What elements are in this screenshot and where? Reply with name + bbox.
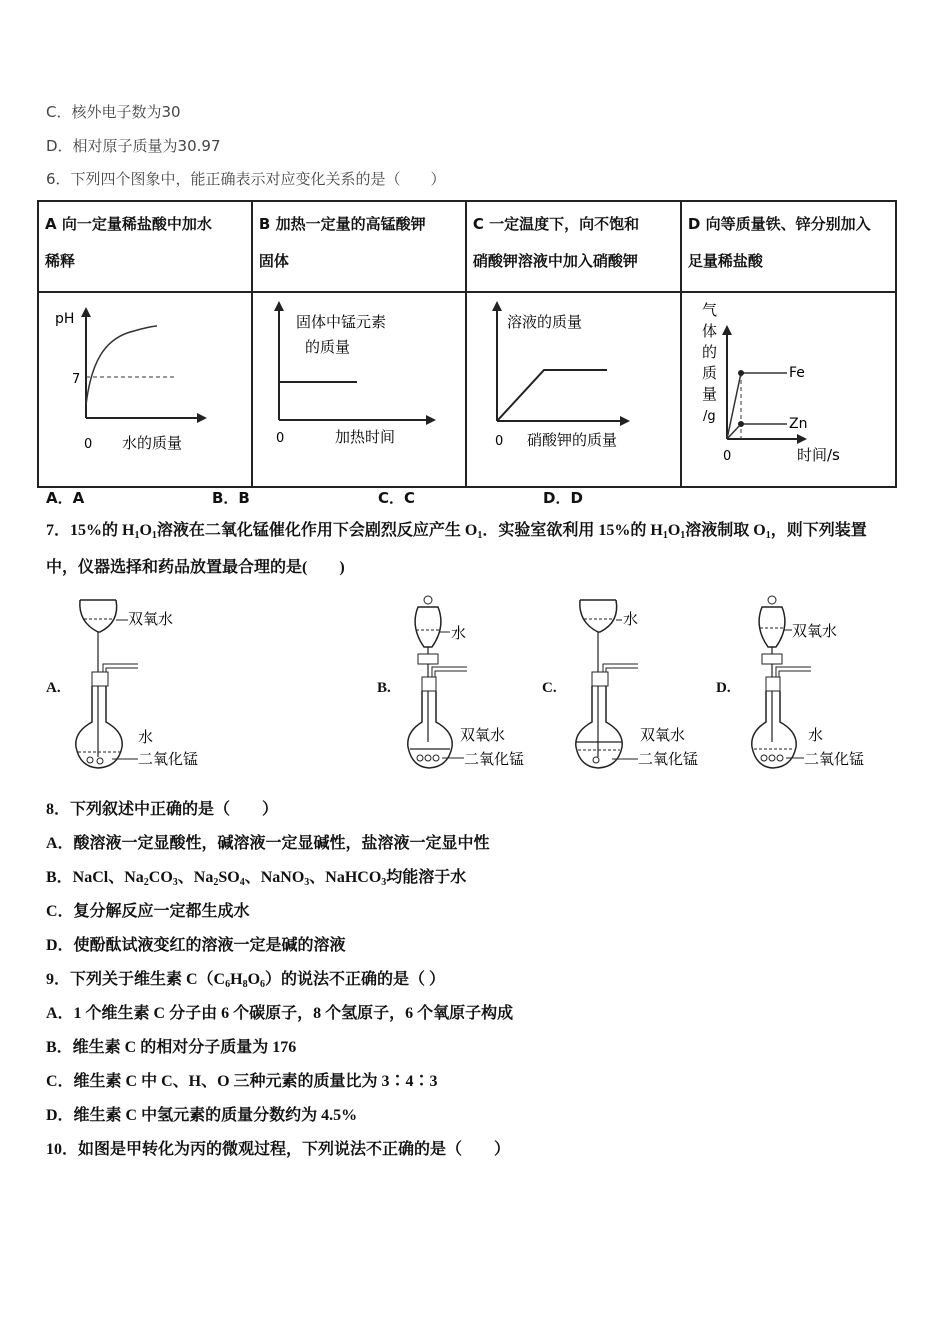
sub: 2 <box>143 877 149 888</box>
zn-label: Zn <box>788 416 808 432</box>
q9-option-a: A．1 个维生素 C 分子由 6 个碳原子，8 个氢原子，6 个氧原子构成 <box>46 1005 514 1022</box>
y-tick-7: 7 <box>72 372 81 387</box>
text: O <box>667 522 681 539</box>
text: O <box>247 971 261 988</box>
sub: 6 <box>260 979 266 990</box>
x-arrow <box>797 434 807 444</box>
q8-option-d: D．使酚酞试液变红的溶液一定是碱的溶液 <box>46 937 346 954</box>
text: 、NaHCO <box>309 869 382 886</box>
q5-option-c: C．核外电子数为30 <box>46 103 181 121</box>
top-liquid-label: 水 <box>623 610 639 628</box>
ph-curve <box>86 326 157 405</box>
sub: 4 <box>239 877 245 888</box>
origin-label: 0 <box>84 437 93 452</box>
origin-label: 0 <box>722 449 732 464</box>
q6-option-c: C．C <box>378 489 416 507</box>
q6-option-d: D．D <box>543 489 583 507</box>
graph-c-svg <box>467 293 681 486</box>
text: H <box>230 971 243 988</box>
apparatus-a <box>70 592 220 777</box>
y-label-char: 的 <box>701 343 717 361</box>
top-liquid-label: 双氧水 <box>792 622 838 640</box>
y-arrow <box>274 301 284 311</box>
y-label: pH <box>55 311 75 327</box>
apparatus-d <box>746 592 896 777</box>
flask-liquid-label: 双氧水 <box>460 726 506 744</box>
sub: 8 <box>242 979 248 990</box>
solid-label: 二氧化锰 <box>464 750 525 768</box>
graph-a-svg <box>39 293 253 486</box>
graph-b-svg <box>253 293 467 486</box>
q8-option-b <box>46 868 466 888</box>
solid-label: 二氧化锰 <box>138 750 199 768</box>
header-line: 稀释 <box>45 252 76 270</box>
x-arrow <box>197 413 207 423</box>
fe-point <box>738 370 744 376</box>
q6-header-c <box>466 201 681 292</box>
text: 7．15%的 H <box>46 522 135 539</box>
y-arrow <box>492 301 502 311</box>
sub: 1 <box>477 530 483 541</box>
apparatus-c-label: C. <box>542 680 557 696</box>
sub: 3 <box>172 877 178 888</box>
header-line: 足量稀盐酸 <box>687 252 763 270</box>
y-label-char: /g <box>702 409 716 424</box>
x-label: 硝酸钾的质量 <box>526 431 617 449</box>
q8-option-c: C．复分解反应一定都生成水 <box>46 903 250 920</box>
text: SO <box>218 869 240 886</box>
flask-icon <box>76 686 122 768</box>
sub: 1 <box>662 530 668 541</box>
x-arrow <box>426 415 436 425</box>
text: ，则下列装置 <box>770 522 867 539</box>
header-line: B 加热一定量的高锰酸钾 <box>258 215 426 233</box>
solution-mass-line <box>497 370 607 421</box>
q6-graph-c <box>466 292 681 487</box>
sub: 1 <box>151 530 157 541</box>
text: 溶液在二氧化锰催化作用下会剧烈反应产生 O <box>156 522 478 539</box>
q8-option-a: A．酸溶液一定显酸性，碱溶液一定显碱性，盐溶液一定显中性 <box>46 835 490 852</box>
sub: 1 <box>134 530 140 541</box>
q6-option-a: A．A <box>46 489 85 507</box>
q6-graph-d <box>681 292 896 487</box>
x-label: 水的质量 <box>122 434 183 452</box>
q9-stem <box>46 970 445 990</box>
y-label: 溶液的质量 <box>506 313 582 331</box>
solid-label: 二氧化锰 <box>804 750 865 768</box>
text: 均能溶于水 <box>386 869 467 886</box>
text: B．NaCl、Na <box>46 869 144 886</box>
separatory-funnel-icon <box>759 607 785 647</box>
header-line: 硝酸钾溶液中加入硝酸钾 <box>472 252 638 270</box>
apparatus-d-label: D. <box>716 680 731 696</box>
q6-stem: 6．下列四个图象中，能正确表示对应变化关系的是（ ） <box>46 170 446 188</box>
y-label-char: 质 <box>701 364 717 382</box>
apparatus-a-label: A. <box>46 680 61 696</box>
header-line: D 向等质量铁、锌分别加入 <box>687 215 871 233</box>
separatory-funnel-icon <box>415 607 441 647</box>
funnel-icon <box>80 600 117 632</box>
flask-liquid-label: 水 <box>808 726 824 744</box>
sub: 3 <box>304 877 310 888</box>
origin-label: 0 <box>494 434 504 449</box>
sub: 2 <box>213 877 219 888</box>
flask-liquid-label: 双氧水 <box>640 726 686 744</box>
text: O <box>139 522 152 539</box>
x-label: 时间/s <box>796 446 840 464</box>
apparatus-b <box>402 592 552 777</box>
stopper <box>766 677 780 691</box>
y-arrow <box>81 307 91 317</box>
q6-header-b <box>252 201 466 292</box>
y-label-char: 体 <box>701 322 717 340</box>
q9-option-d: D．维生素 C 中氢元素的质量分数约为 4.5% <box>46 1107 358 1124</box>
text: 、NaNO <box>244 869 305 886</box>
y-label-char: 气 <box>701 301 717 319</box>
funnel-icon <box>580 600 617 632</box>
apparatus-b-label: B. <box>377 680 391 696</box>
sub: 6 <box>225 979 231 990</box>
origin-label: 0 <box>275 431 285 446</box>
text: 溶液制取 O <box>685 522 766 539</box>
stopcock <box>762 654 782 664</box>
q6-option-b: B．B <box>212 489 250 507</box>
fe-rise <box>727 373 741 439</box>
text: CO <box>148 869 173 886</box>
text: 、Na <box>177 869 214 886</box>
solid-label: 二氧化锰 <box>638 750 699 768</box>
q7-stem-line1 <box>46 521 867 541</box>
top-liquid-label: 双氧水 <box>128 610 174 628</box>
q9-option-c: C．维生素 C 中 C、H、O 三种元素的质量比为 3∶4∶3 <box>46 1073 438 1090</box>
fe-label: Fe <box>788 365 805 381</box>
stopcock <box>418 654 438 664</box>
sub: 1 <box>680 530 686 541</box>
sub: 3 <box>381 877 387 888</box>
q6-header-d <box>681 201 896 292</box>
delivery-tube <box>103 664 138 672</box>
x-arrow <box>620 416 630 426</box>
header-line: A 向一定量稀盐酸中加水 <box>45 215 212 233</box>
x-label: 加热时间 <box>334 428 395 446</box>
q6-graph-table <box>37 200 897 488</box>
y-label-2: 的质量 <box>304 338 350 356</box>
y-label-char: 量 <box>701 385 717 403</box>
text: ）的说法不正确的是（ ） <box>265 971 446 988</box>
sub: 1 <box>765 530 771 541</box>
y-label-1: 固体中锰元素 <box>295 313 386 331</box>
zn-point <box>738 421 744 427</box>
graph-d-svg <box>682 293 896 486</box>
y-arrow <box>722 325 732 335</box>
q6-header-a <box>38 201 252 292</box>
q7-stem-line2: 中，仪器选择和药品放置最合理的是( ) <box>46 559 345 576</box>
q9-option-b: B．维生素 C 的相对分子质量为 176 <box>46 1039 297 1056</box>
q8-stem: 8．下列叙述中正确的是（ ） <box>46 801 279 818</box>
q6-graph-b <box>252 292 466 487</box>
apparatus-c <box>570 592 720 777</box>
top-liquid-label: 水 <box>451 624 467 642</box>
q5-option-d: D．相对原子质量为30.97 <box>46 137 221 155</box>
q10-stem: 10．如图是甲转化为丙的微观过程，下列说法不正确的是（ ） <box>46 1141 511 1158</box>
header-line: C 一定温度下，向不饱和 <box>472 215 640 233</box>
stopper <box>92 672 108 686</box>
text: ．实验室欲利用 15%的 H <box>482 522 663 539</box>
header-line: 固体 <box>258 252 289 270</box>
stopper <box>592 672 608 686</box>
text: 9．下列关于维生素 C（C <box>46 971 226 988</box>
flask-icon <box>576 686 622 768</box>
flask-liquid-label: 水 <box>138 728 154 746</box>
stopper <box>422 677 436 691</box>
q6-graph-a <box>38 292 252 487</box>
